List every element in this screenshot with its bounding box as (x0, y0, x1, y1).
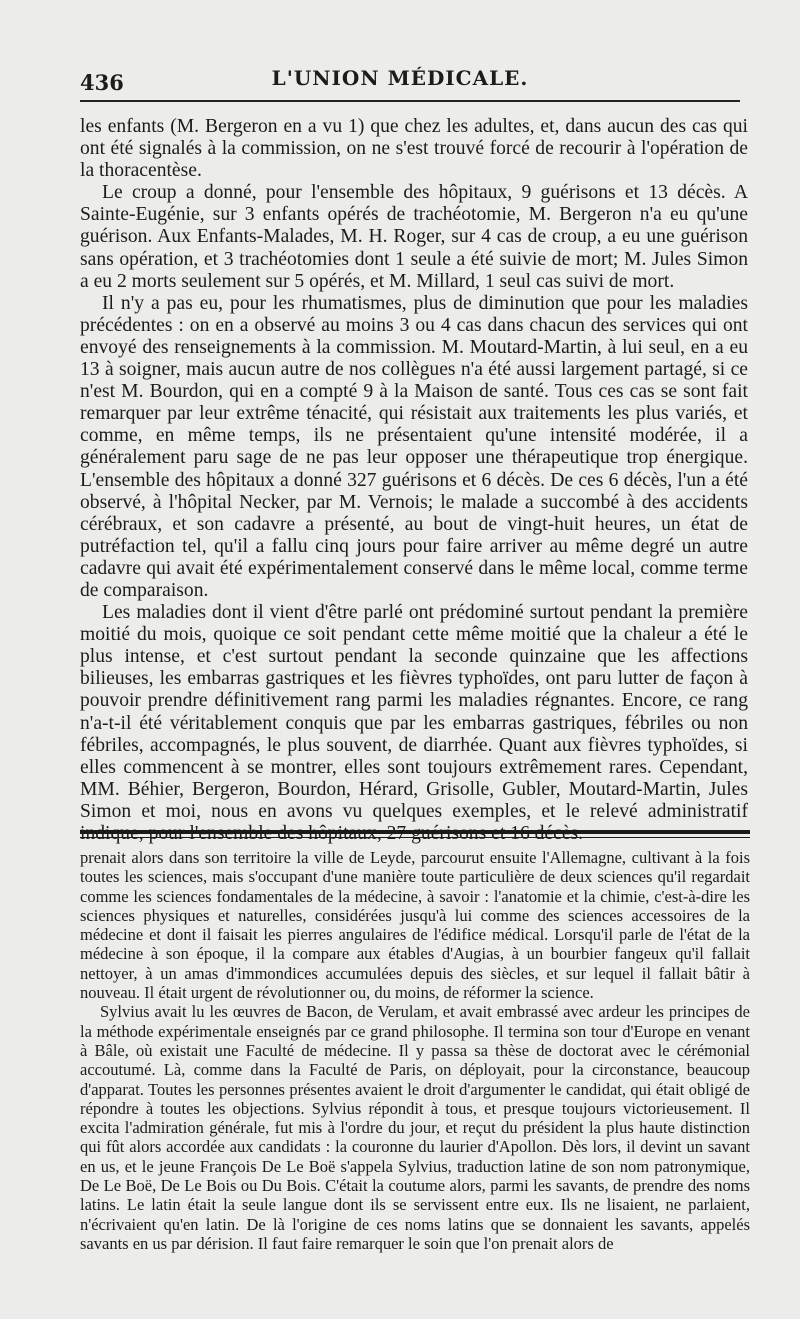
paragraph: Il n'y a pas eu, pour les rhumatismes, plus de diminution que pour les maladies précédentes : on en a observé au moins 3 ou 4 cas dans chacun des services qui ont envoyé des renseignements à la commission. M. Moutard-Martin, à lui seul, en a eu 13 à soigner, mais aucun autre de nos collègues n'a été aussi largement partagé, si ce n'est M. Bourdon, qui en a compté 9 à la Maison de santé. Tous ces cas se sont fait remarquer par leur extrême ténacité, qui résistait aux traitements les plus variés, et comme, en même temps, ils ne présentaient qu'une intensité modérée, il a généralement paru sage de ne pas leur opposer une thérapeutique trop énergique. L'ensemble des hôpitaux a donné 327 guérisons et 6 décès. De ces 6 décès, l'un a été observé, à l'hôpital Necker, par M. Vernois; le malade a succombé à des accidents cérébraux, et son cadavre a présenté, au bout de vingt-huit heures, un état de putréfaction tel, qu'il a fallu cinq jours pour faire arriver au même degré un autre cadavre qui avait été expérimentalement conservé dans le même local, comme terme de comparaison. (80, 292, 748, 601)
paragraph: les enfants (M. Bergeron en a vu 1) que chez les adultes, et, dans aucun des cas qui ont été signalés à la commission, on ne s'est trouvé forcé de recourir à l'opération de la thoracentèse. (80, 116, 748, 182)
paragraph: Sylvius avait lu les œuvres de Bacon, de Verulam, et avait embrassé avec ardeur les principes de la méthode expérimentale enseignés par ce grand philosophe. Il termina son tour d'Europe en venant à Bâle, où existait une Faculté de médecine. Il y passa sa thèse de doctorat avec le cérémonial accoutumé. Là, comme dans la Faculté de Paris, on déployait, pour la circonstance, beaucoup d'apparat. Toutes les personnes présentes avaient le droit d'argumenter le candidat, qui était obligé de répondre à toutes les objections. Sylvius répondit à tous, et presque toujours victorieusement. Il excita l'admiration générale, fut mis à l'ordre du jour, et reçut du président la plus haute distinction qui fût alors accordée aux candidats : la couronne du laurier d'Apollon. Dès lors, il devint un savant en us, et le jeune François De Le Boë s'appela Sylvius, traduction latine de son nom patronymique, De Le Boë, De Le Bois ou Du Bois. C'était la coutume alors, parmi les savants, de prendre des noms latins. Le latin était la seule langue dont ils se servissent entre eux. Ils ne lisaient, ne parlaient, n'écrivaient qu'en latin. De là l'origine de ces noms latins que se donnaient les savants, appelés savants en us par dérision. Il faut faire remarquer le soin que l'on prenait alors de (80, 1002, 750, 1253)
feuilleton-separator-thin (80, 837, 750, 838)
page-number: 436 (80, 70, 124, 95)
main-article (80, 116, 748, 845)
running-title: L'UNION MÉDICALE. (271, 66, 529, 90)
feuilleton-article (80, 848, 750, 1253)
paragraph: Le croup a donné, pour l'ensemble des hôpitaux, 9 guérisons et 13 décès. A Sainte-Eugénie, sur 3 enfants opérés de trachéotomie, M. Bergeron n'a eu qu'une guérison. Aux Enfants-Malades, M. H. Roger, sur 4 cas de croup, a eu une guérison sans opération, et 3 trachéotomies dont 1 seule a été suivie de mort; M. Jules Simon a eu 2 morts seulement sur 5 opérés, et M. Millard, 1 seul cas suivi de mort. (80, 182, 748, 292)
paragraph: Les maladies dont il vient d'être parlé ont prédominé surtout pendant la première moitié du mois, quoique ce soit pendant cette même moitié que la chaleur a été le plus intense, et c'est surtout pendant la seconde quinzaine que les affections bilieuses, les embarras gastriques et les fièvres typhoïdes, ont paru lutter de façon à pouvoir prendre définitivement rang parmi les maladies régnantes. Encore, ce rang n'a-t-il été véritablement conquis que par les embarras gastriques, fébriles ou non fébriles, accompagnés, le plus souvent, de diarrhée. Quant aux fièvres typhoïdes, si elles commencent à se montrer, elles sont toujours extrêmement rares. Cependant, MM. Béhier, Bergeron, Bourdon, Hérard, Grisolle, Gubler, Moutard-Martin, Jules Simon et moi, nous en avons vu quelques exemples, et le relevé administratif indique, pour l'ensemble des hôpitaux, 27 guérisons et 16 décès. (80, 602, 748, 844)
paragraph: prenait alors dans son territoire la ville de Leyde, parcourut ensuite l'Allemagne, cultivant à la fois toutes les sciences, mais s'occupant d'une manière toute particulière de deux sciences qu'il regardait comme les sciences fondamentales de la médecine, à savoir : l'anatomie et la chimie, c'est-à-dire les sciences physiques et naturelles, considérées jusqu'à lui comme des sciences accessoires de la médecine et dont il faisait les pierres angulaires de l'édifice médical. Lorsqu'il parle de l'état de la médecine à son époque, il la compare aux étables d'Augias, à un bourbier fangeux qu'il fallait nettoyer, à un amas d'immondices accumulées depuis des siècles, et sur lequel il fallait bâtir à nouveau. Il était urgent de révolutionner ou, du moins, de réformer la science. (80, 848, 750, 1003)
header-rule (80, 100, 740, 102)
feuilleton-separator (80, 830, 750, 834)
